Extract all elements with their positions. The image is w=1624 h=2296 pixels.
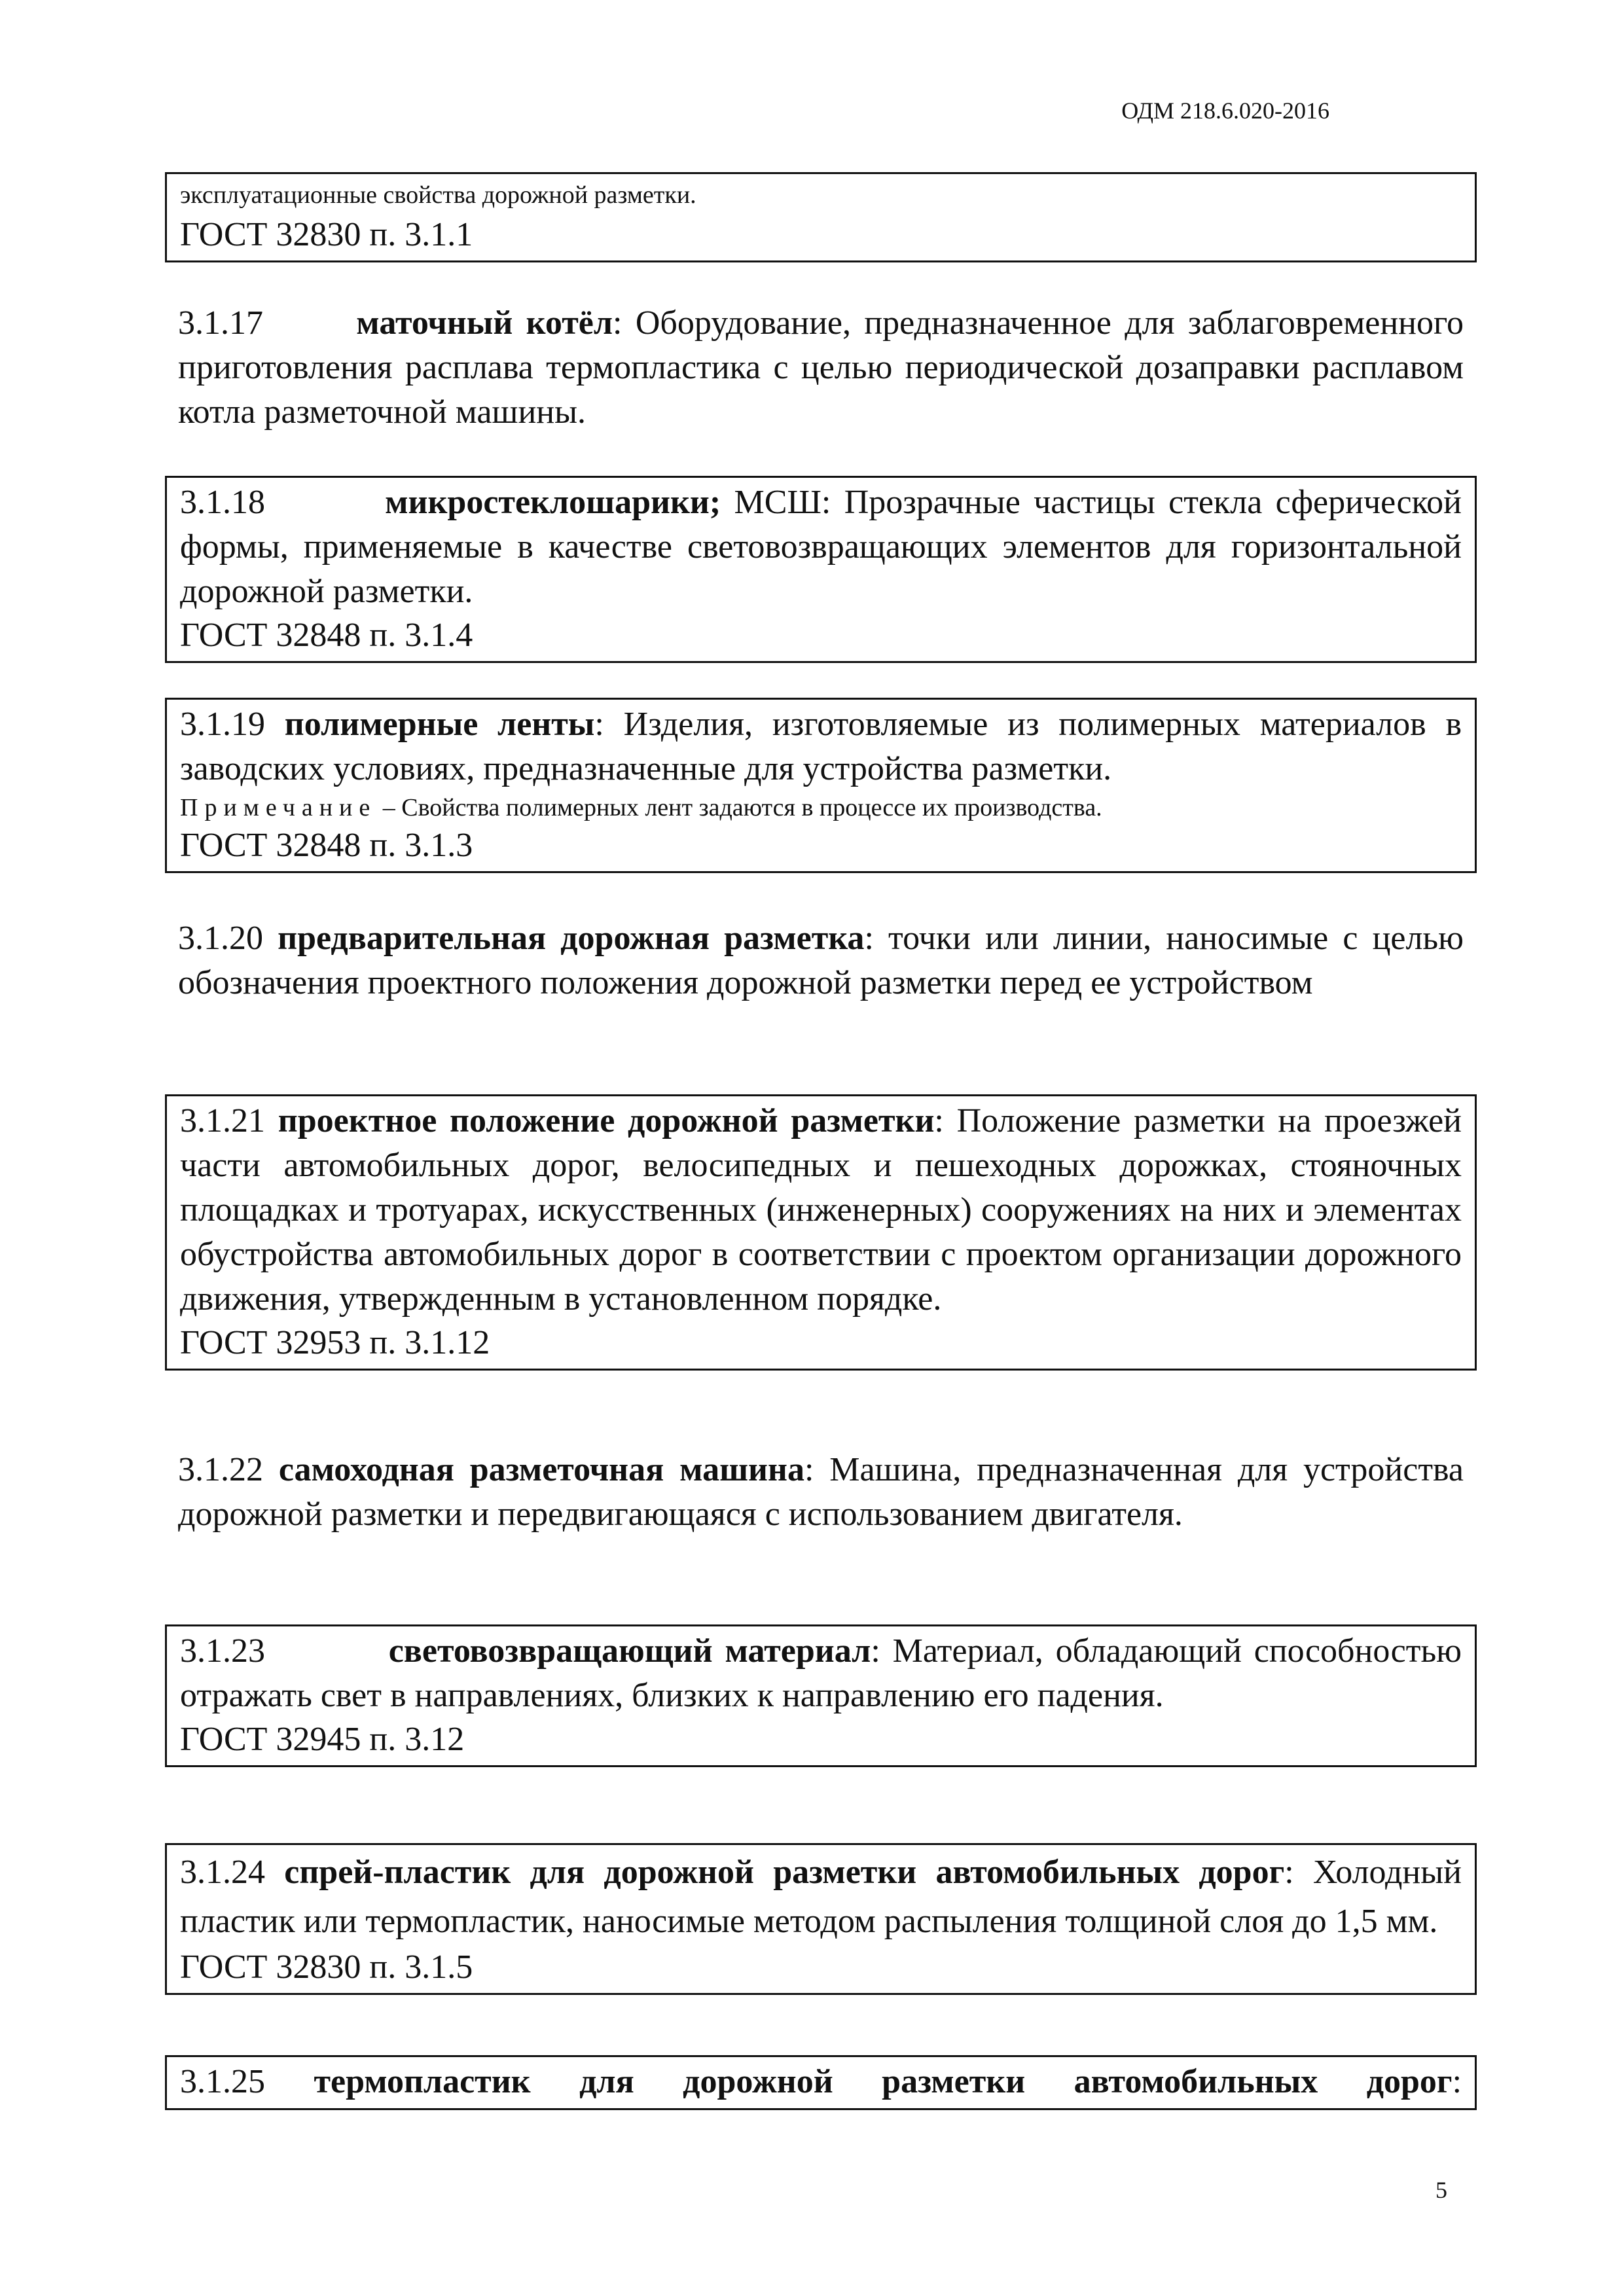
term-number: 3.1.19 [180, 706, 265, 743]
term-name: предварительная дорожная разметка [278, 920, 865, 957]
term-separator: : [594, 706, 604, 743]
term-definition: Оборудование, предназначенное для заблаговременного приготовления расплава термопластика с целью периодической дозаправки расплавом котла разметочной машины. [178, 304, 1464, 431]
term-separator: : [613, 304, 623, 342]
term-separator: : [871, 1632, 880, 1670]
term-number: 3.1.22 [178, 1451, 263, 1488]
standard-reference: ГОСТ 32848 п. 3.1.4 [180, 617, 473, 654]
term-definition: Материал, обладающий способностью отражать свет в направлениях, близких к направлению его падения. [180, 1632, 1462, 1714]
term-definition: Холодный пластик или термопластик, наносимые методом распыления толщиной слоя до 1,5 мм. [180, 1854, 1462, 1940]
term-definition: Изделия, изготовляемые из полимерных материалов в заводских условиях, предназначенные для устройства разметки. [180, 706, 1462, 787]
term-box-3-1-19 [165, 698, 1477, 873]
term-name: термопластик для дорожной разметки автомобильных дорог [314, 2063, 1453, 2100]
term-name: микростеклошарики; [385, 484, 721, 521]
note-text: – Свойства полимерных лент задаются в процессе их производства. [376, 794, 1102, 821]
term-number: 3.1.21 [180, 1102, 265, 1139]
term-box-3-1-25 [165, 2055, 1477, 2110]
term-separator: : [934, 1102, 944, 1139]
term-number: 3.1.20 [178, 920, 263, 957]
term-entry-3-1-17 [165, 301, 1477, 435]
standard-reference: ГОСТ 32830 п. 3.1.1 [180, 216, 473, 253]
term-box-3-1-21 [165, 1094, 1477, 1371]
term-separator: : [1452, 2063, 1462, 2100]
term-separator: : [864, 920, 874, 957]
term-entry-3-1-22 [165, 1448, 1477, 1537]
term-definition: Положение разметки на проезжей части автомобильных дорог, велосипедных и пешеходных дорожках, стояночных площадках и тротуарах, искусственных (инженерных) сооружениях на них и элементах обустройства автомобильных дорог в соответствии с проектом организации дорожного движения, утвержденным в установленном порядке. [180, 1102, 1462, 1318]
term-name: маточный котёл [356, 304, 613, 342]
term-name: спрей-пластик для дорожной разметки автомобильных дорог [284, 1854, 1285, 1891]
term-separator: : [804, 1451, 814, 1488]
term-note [180, 791, 1462, 824]
term-definition: Прозрачные частицы стекла сферической формы, применяемые в качестве световозвращающих элементов для горизонтальной дорожной разметки. [180, 484, 1462, 610]
term-box-3-1-23 [165, 1624, 1477, 1767]
standard-reference: ГОСТ 32848 п. 3.1.3 [180, 827, 473, 864]
term-entry-3-1-20 [165, 916, 1477, 1005]
standard-reference: ГОСТ 32945 п. 3.12 [180, 1721, 465, 1758]
term-separator: МСШ: [721, 484, 831, 521]
term-name: полимерные ленты [284, 706, 595, 743]
term-box-continued [165, 172, 1477, 262]
document-code: ОДМ 218.6.020-2016 [1121, 98, 1329, 124]
term-number: 3.1.24 [180, 1854, 265, 1891]
term-name: самоходная разметочная машина [278, 1451, 804, 1488]
term-number: 3.1.17 [178, 304, 263, 342]
standard-reference: ГОСТ 32953 п. 3.1.12 [180, 1324, 490, 1361]
term-name: световозвращающий материал [388, 1632, 871, 1670]
standard-reference: ГОСТ 32830 п. 3.1.5 [180, 1948, 473, 1986]
page-number: 5 [1435, 2177, 1447, 2203]
term-name: проектное положение дорожной разметки [278, 1102, 935, 1139]
term-separator: : [1284, 1854, 1294, 1891]
note-label: Примечание [180, 794, 377, 821]
term-number: 3.1.18 [180, 484, 265, 521]
term-number: 3.1.25 [180, 2063, 265, 2100]
term-box-3-1-18 [165, 476, 1477, 663]
term-definition: Машина, предназначенная для устройства дорожной разметки и передвигающаяся с использованием двигателя. [178, 1451, 1464, 1533]
term-box-3-1-24 [165, 1843, 1477, 1995]
term-definition: точки или линии, наносимые с целью обозначения проектного положения дорожной разметки перед ее устройством [178, 920, 1464, 1001]
continued-text: эксплуатационные свойства дорожной разметки. [180, 181, 696, 209]
term-number: 3.1.23 [180, 1632, 265, 1670]
